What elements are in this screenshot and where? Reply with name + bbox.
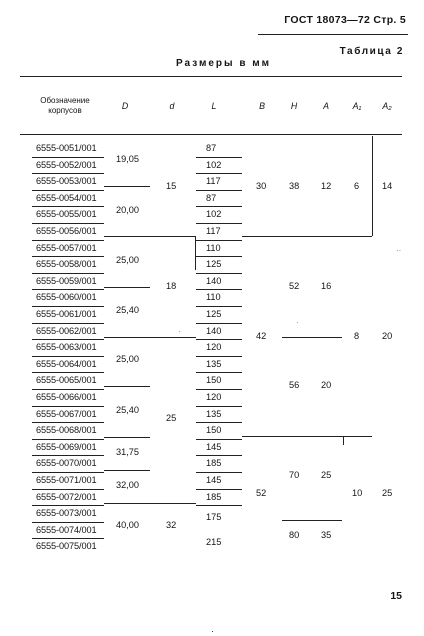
designation-code: 6555-0075/001 (36, 541, 97, 552)
L-value: 102 (206, 209, 222, 220)
L-value: 140 (206, 325, 222, 336)
L-value: 102 (206, 159, 222, 170)
B-divider (242, 436, 282, 437)
L-value: 150 (206, 425, 222, 436)
L-row-divider (196, 356, 242, 357)
L-row-divider (196, 422, 242, 423)
A2-value: 20 (382, 331, 393, 341)
d-value: 18 (166, 281, 177, 291)
row-divider (32, 522, 104, 523)
L-value: 125 (206, 259, 222, 270)
designation-code: 6555-0072/001 (36, 491, 97, 502)
column-header-L: L (211, 101, 217, 111)
column-header-A: A (323, 101, 329, 111)
designation-code: 6555-0070/001 (36, 458, 97, 469)
L-row-divider (196, 206, 242, 207)
d-divider (150, 503, 196, 504)
row-divider (32, 538, 104, 539)
designation-code: 6555-0060/001 (36, 292, 97, 303)
D-divider (104, 437, 150, 438)
L-value: 135 (206, 358, 222, 369)
A1-A2-divider (342, 436, 372, 437)
table-header-rule (20, 134, 402, 135)
A-value: 35 (321, 530, 332, 540)
L-value: 215 (206, 537, 222, 548)
D-value: 31,75 (116, 447, 139, 457)
row-divider (32, 356, 104, 357)
designation-code: 6555-0063/001 (36, 342, 97, 353)
designation-code: 6555-0054/001 (36, 192, 97, 203)
designation-code: 6555-0069/001 (36, 441, 97, 452)
row-divider (32, 372, 104, 373)
H-A-divider (282, 337, 342, 338)
row-divider (32, 339, 104, 340)
column-header-d: d (169, 101, 175, 111)
B-value: 52 (256, 488, 267, 498)
L-row-divider (196, 173, 242, 174)
A1-value: 8 (354, 331, 360, 341)
A2-value: 25 (382, 488, 393, 498)
column-header-A2: A₂ (382, 101, 392, 111)
L-row-divider (196, 489, 242, 490)
D-value: 40,00 (116, 520, 139, 530)
print-speck: ·· (396, 246, 402, 255)
L-row-divider (196, 505, 242, 506)
designation-code: 6555-0074/001 (36, 524, 97, 535)
row-divider (32, 206, 104, 207)
L-value: 145 (206, 441, 222, 452)
row-divider (32, 406, 104, 407)
L-row-divider (196, 339, 242, 340)
row-divider (32, 306, 104, 307)
designation-code: 6555-0066/001 (36, 392, 97, 402)
designation-code: 6555-0064/001 (36, 358, 97, 369)
row-divider (32, 439, 104, 440)
page-number: 15 (390, 590, 402, 602)
A-value: 16 (321, 281, 332, 291)
L-value: 185 (206, 458, 222, 469)
L-value: 87 (206, 192, 217, 203)
L-value: 140 (206, 275, 222, 286)
H-value: 80 (289, 530, 300, 540)
designation-code: 6555-0062/001 (36, 325, 97, 336)
H-value: 70 (289, 470, 300, 480)
d-value: 32 (166, 520, 177, 530)
row-divider (32, 240, 104, 241)
B-value: 42 (256, 331, 267, 341)
header-underline (258, 34, 408, 35)
D-divider (104, 386, 150, 387)
bottom-mark: · (211, 626, 214, 636)
A2-value: 14 (382, 181, 393, 191)
row-divider (32, 472, 104, 473)
standard-header: ГОСТ 18073—72 Стр. 5 (284, 14, 406, 26)
d-value: 15 (166, 181, 177, 191)
H-A-divider (282, 436, 342, 437)
column-header-designation: Обозначение корпусов (40, 96, 90, 115)
L-value: 125 (206, 309, 222, 319)
L-row-divider (196, 157, 242, 158)
D-value: 19,05 (116, 154, 139, 164)
designation-code: 6555-0051/001 (36, 143, 97, 153)
row-divider (32, 273, 104, 274)
L-row-divider (196, 389, 242, 390)
row-divider (32, 173, 104, 174)
L-row-divider (196, 472, 242, 473)
L-row-divider (196, 240, 242, 241)
designation-code: 6555-0073/001 (36, 508, 97, 519)
L-row-divider (196, 190, 242, 191)
H-value: 52 (289, 281, 300, 291)
sizes-title: Размеры в мм (176, 58, 272, 69)
A-value: 12 (321, 181, 332, 191)
L-row-divider (196, 406, 242, 407)
B-divider (242, 236, 282, 237)
A1-A2-divider (372, 136, 373, 236)
row-divider (32, 289, 104, 290)
D-value: 25,40 (116, 405, 139, 415)
row-divider (32, 223, 104, 224)
D-divider (104, 236, 150, 237)
row-divider (32, 190, 104, 191)
A1-value: 6 (354, 181, 360, 191)
designation-code: 6555-0071/001 (36, 475, 97, 485)
designation-code: 6555-0065/001 (36, 375, 97, 386)
D-divider (104, 287, 150, 288)
L-value: 175 (206, 512, 222, 523)
column-header-D: D (121, 101, 129, 111)
A-value: 25 (321, 470, 332, 480)
table-top-rule (20, 76, 402, 77)
L-row-divider (196, 323, 242, 324)
L-row-divider (196, 455, 242, 456)
D-value: 32,00 (116, 480, 139, 490)
designation-code: 6555-0057/001 (36, 242, 97, 253)
designation-code: 6555-0061/001 (36, 309, 97, 319)
L-row-divider (196, 439, 242, 440)
H-value: 38 (289, 181, 300, 191)
L-row-divider (196, 256, 242, 257)
L-value: 120 (206, 392, 222, 402)
D-divider (104, 186, 150, 187)
D-value: 25,00 (116, 255, 139, 265)
L-value: 110 (206, 292, 221, 303)
H-A-divider (282, 236, 342, 237)
d-divider (150, 236, 196, 237)
A1-A2-divider (342, 236, 372, 237)
D-value: 20,00 (116, 205, 139, 215)
B-value: 30 (256, 181, 267, 191)
L-row-divider (196, 289, 242, 290)
designation-code: 6555-0067/001 (36, 408, 97, 419)
L-row-divider (196, 273, 242, 274)
L-row-divider (196, 306, 242, 307)
designation-code: 6555-0058/001 (36, 259, 97, 270)
D-divider (104, 503, 150, 504)
print-tick (343, 437, 344, 445)
L-value: 117 (206, 226, 221, 236)
A1-value: 10 (352, 488, 363, 498)
L-value: 185 (206, 491, 222, 502)
row-divider (32, 323, 104, 324)
D-divider (104, 337, 150, 338)
designation-code: 6555-0053/001 (36, 176, 97, 187)
row-divider (32, 455, 104, 456)
L-row-divider (196, 223, 242, 224)
row-divider (32, 256, 104, 257)
L-value: 135 (206, 408, 222, 419)
designation-code: 6555-0056/001 (36, 226, 97, 236)
L-value: 150 (206, 375, 222, 386)
row-divider (32, 389, 104, 390)
row-divider (32, 489, 104, 490)
d-L-divider (195, 237, 196, 270)
designation-code: 6555-0055/001 (36, 209, 97, 220)
designation-code: 6555-0068/001 (36, 425, 97, 436)
L-value: 87 (206, 143, 217, 153)
column-header-B: B (259, 101, 265, 111)
designation-code: 6555-0059/001 (36, 275, 97, 286)
A-value: 20 (321, 380, 332, 390)
row-divider (32, 422, 104, 423)
H-value: 56 (289, 380, 300, 390)
D-divider (104, 470, 150, 471)
d-divider (150, 337, 196, 338)
column-header-H: H (290, 101, 298, 111)
L-value: 117 (206, 176, 221, 187)
print-speck: · (178, 327, 181, 336)
L-value: 145 (206, 475, 222, 485)
D-value: 25,00 (116, 354, 139, 364)
table-label: Таблица 2 (339, 46, 404, 57)
L-value: 110 (206, 242, 221, 253)
L-value: 120 (206, 342, 222, 353)
print-speck: · (296, 318, 299, 327)
H-A-divider (282, 520, 342, 521)
row-divider (32, 157, 104, 158)
row-divider (32, 505, 104, 506)
designation-code: 6555-0052/001 (36, 159, 97, 170)
D-value: 25,40 (116, 305, 139, 315)
d-value: 25 (166, 413, 177, 423)
column-header-A1: A₁ (352, 101, 362, 111)
L-row-divider (196, 372, 242, 373)
